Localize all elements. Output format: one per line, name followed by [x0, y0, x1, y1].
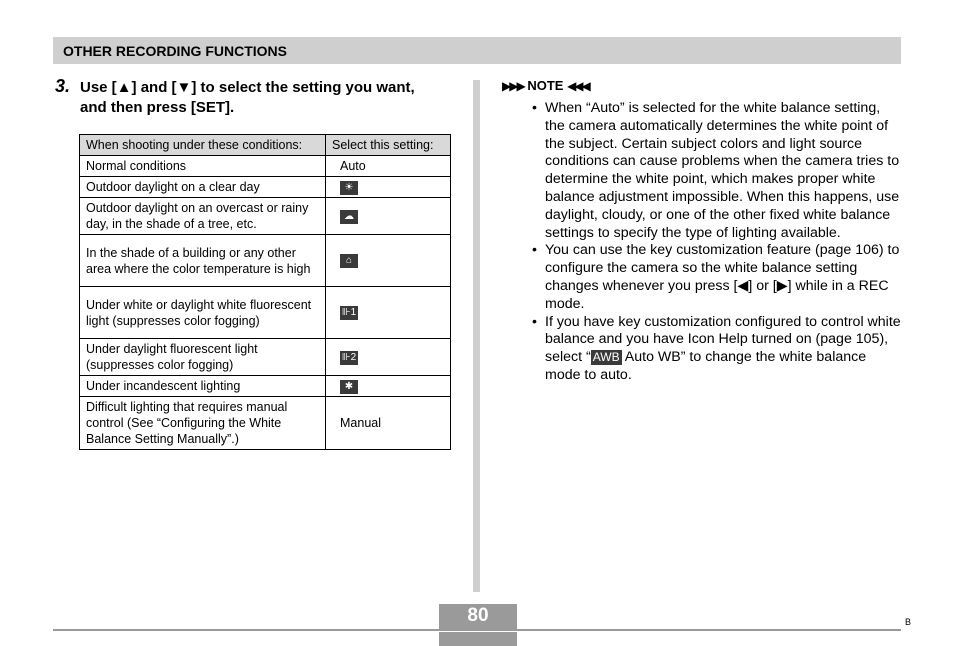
note-left-ornament-icon: ▶▶▶	[502, 79, 524, 93]
corner-mark: B	[905, 617, 912, 627]
note-right-ornament-icon: ◀◀◀	[567, 79, 589, 93]
note-bullet-text: When “Auto” is selected for the white balance setting, the camera automatically determines the white point of the subject. Certain subject colors and light source conditions can cause problems when the camera tries to determine the white point, which makes proper white balance adjustment impossible. When this happens, use daylight, cloudy, or one of the other fixed white balance settings to specify the type of lighting available.	[545, 100, 900, 241]
list-item	[532, 100, 902, 242]
condition-cell: Under daylight fluorescent light (suppresses color fogging)	[80, 339, 326, 376]
fluorescent-1-wb-icon: ⊪1	[341, 307, 357, 319]
incandescent-wb-icon: ✱	[340, 380, 358, 394]
condition-cell: Normal conditions	[80, 156, 326, 177]
condition-cell: Under incandescent lighting	[80, 376, 326, 397]
page-number-box	[439, 604, 517, 644]
table-row	[80, 397, 451, 450]
column-divider	[473, 80, 480, 592]
setting-cell: Auto	[326, 156, 451, 177]
list-item	[532, 314, 902, 385]
note-bullet-text: You can use the key customization feature (page 106) to configure the camera so the white balance setting changes whenever you press [◀] or [▶] while in a REC mode.	[545, 242, 900, 312]
setting-cell: Manual	[326, 397, 451, 450]
table-header-conditions: When shooting under these conditions:	[80, 135, 326, 156]
page-number: 80	[467, 605, 489, 626]
bullet-dot-icon: •	[532, 313, 537, 330]
table-row	[80, 376, 451, 397]
bullet-dot-icon: •	[532, 100, 537, 116]
table-header-setting: Select this setting:	[326, 135, 451, 156]
section-header-bar	[53, 37, 901, 64]
section-title: OTHER RECORDING FUNCTIONS	[63, 43, 287, 59]
awb-icon: AWB	[592, 350, 620, 365]
table-row	[80, 198, 451, 235]
cloudy-wb-icon: ☁	[340, 210, 358, 224]
table-row	[80, 339, 451, 376]
note-bullet-list	[532, 100, 902, 385]
table-row	[80, 287, 451, 339]
condition-cell: In the shade of a building or any other area where the color temperature is high	[80, 235, 326, 287]
condition-cell: Outdoor daylight on an overcast or rainy day, in the shade of a tree, etc.	[80, 198, 326, 235]
fluorescent-2-wb-icon: ⊪2	[341, 351, 357, 363]
note-heading	[502, 78, 902, 96]
note-section	[502, 78, 902, 383]
list-item	[532, 242, 902, 313]
step-instruction: Use [▲] and [▼] to select the setting you want, and then press [SET].	[80, 79, 415, 116]
table-header-row	[80, 135, 451, 156]
note-bullet-text-after: Auto WB” to change the white balance mode to auto.	[545, 349, 867, 383]
note-title: NOTE	[527, 78, 564, 93]
table-row	[80, 235, 451, 287]
shade-wb-icon: ⌂	[340, 254, 358, 268]
condition-cell: Outdoor daylight on a clear day	[80, 177, 326, 198]
step-number: 3.	[55, 76, 71, 96]
daylight-wb-icon: ☀	[340, 181, 358, 195]
table-row	[80, 156, 451, 177]
bullet-dot-icon: •	[532, 242, 537, 259]
condition-cell: Under white or daylight white fluorescent light (suppresses color fogging)	[80, 287, 326, 339]
condition-cell: Difficult lighting that requires manual control (See “Configuring the White Balance Setting Manually”.)	[80, 397, 326, 450]
white-balance-table	[79, 134, 451, 450]
note-bullet-text-before: If you have key customization configured to control white balance and you have Icon Help turned on (page 105), select “	[545, 313, 901, 366]
table-row	[80, 177, 451, 198]
